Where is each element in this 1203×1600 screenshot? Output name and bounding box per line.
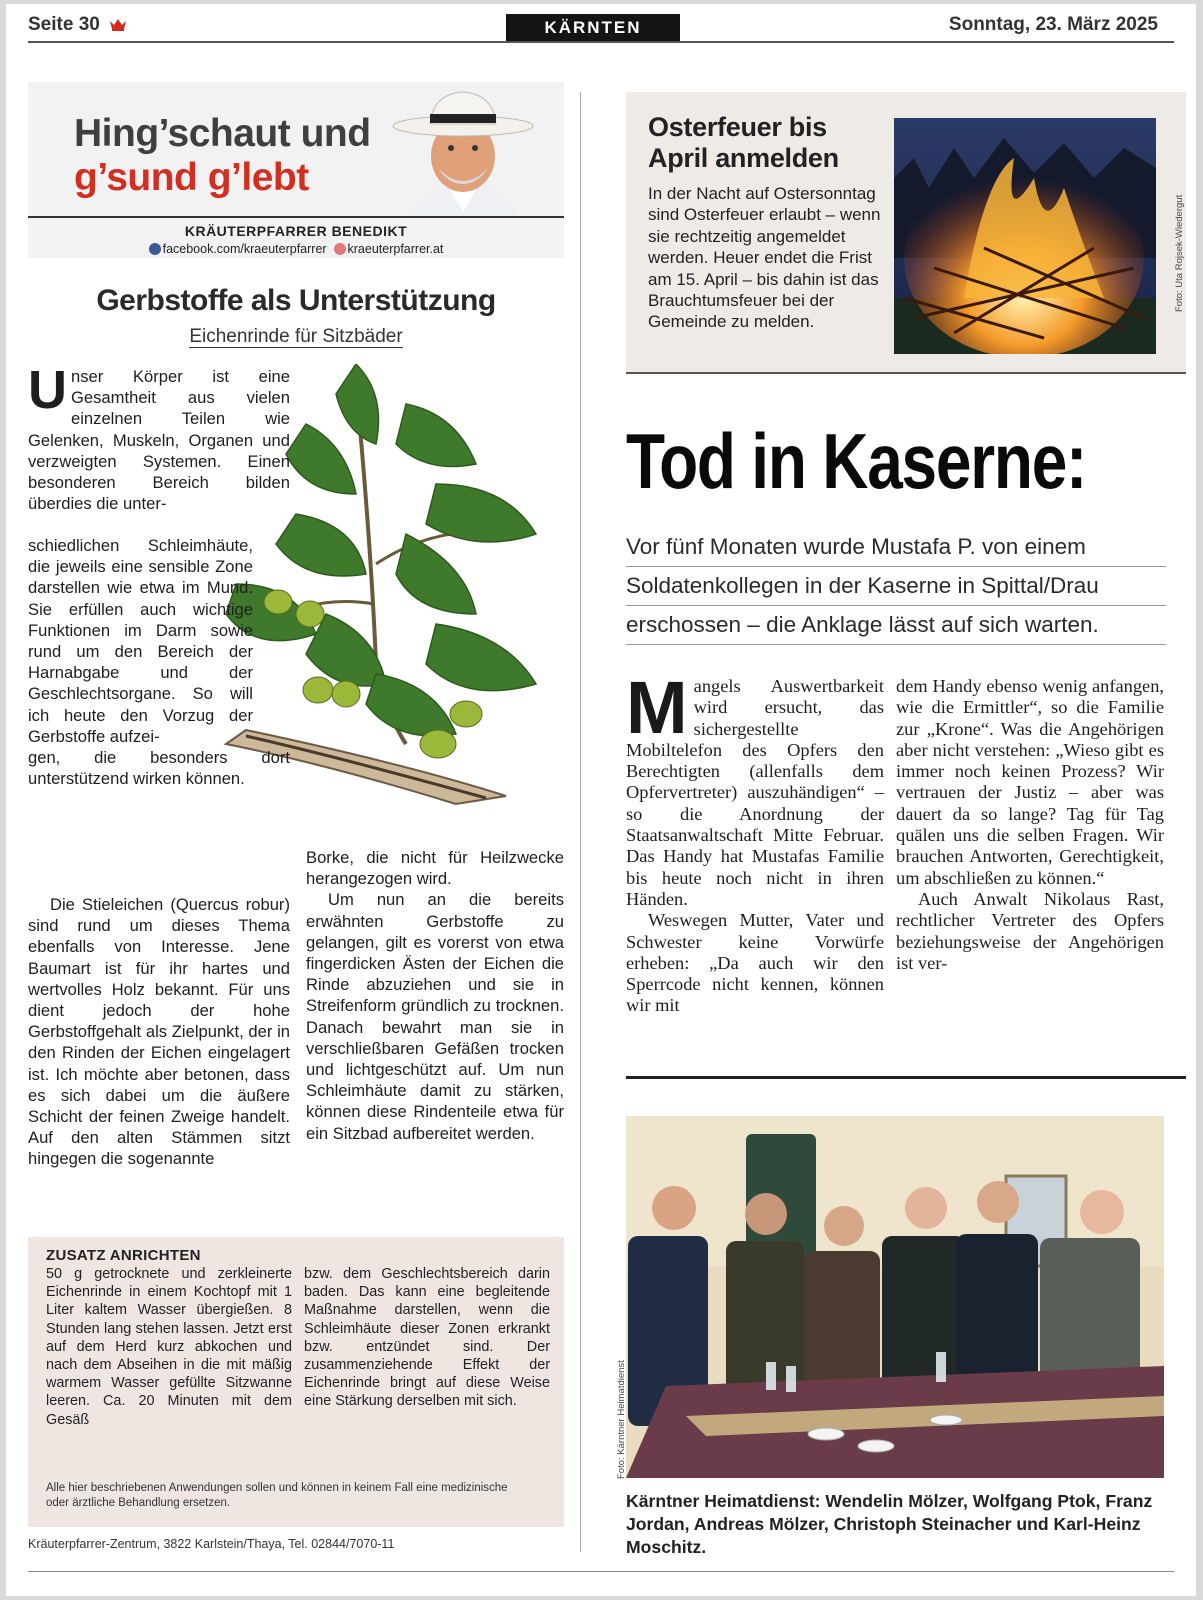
header-rule [28, 41, 1174, 43]
intro-text-start: nser Körper ist eine Gesamtheit aus vielen einzelnen Teilen wie Gelenken, Muskeln, Organen und verzweigten Systemen. Einen besonderen Bereich bilden überdies die unter- [28, 367, 290, 514]
group-photo [626, 1116, 1164, 1478]
article-paragraph-intro-middle: schiedlichen Schleimhäute, die jeweils eine sensible Zone darstellen wie etwa im Mund. Sie erfüllen auch wichtige Funktionen im Darm sowie rund um den Bereich der Harnabgabe und der Geschlechtsorgane. So will ich heute den Vorzug der Gerbstoffe aufzei- [28, 536, 253, 746]
section-label: KÄRNTEN [506, 14, 680, 42]
recipe-heading: ZUSATZ ANRICHTEN [46, 1247, 201, 1264]
column-author: KRÄUTERPFARRER BENEDIKT [184, 223, 408, 239]
article-paragraph-intro-end: gen, die besonders dort unterstützend wirken können. [28, 748, 290, 789]
main-headline: Tod in Kaserne: [626, 417, 1087, 505]
group-photo-caption: Kärntner Heimatdienst: Wendelin Mölzer, Wolfgang Ptok, Franz Jordan, Andreas Mölzer, Christoph Steinacher und Karl-Heinz Moschitz. [626, 1491, 1153, 1557]
main-paragraph-3: dem Handy ebenso wenig anfangen, wie die Ermittler“, so die Familie zur „Krone“. Was die Angehörigen aber nicht verstehen: „Wieso gibt es immer noch keinen Prozess? Wir vertrauen der Justiz – aber was dauert da so lange? Tag für Tag quälen uns die selben Fragen. Wir brauchen Antworten, Gerechtigkeit, um abschließen zu können.“ [896, 676, 1164, 888]
contact-footer: Kräuterpfarrer-Zentrum, 3822 Karlstein/Thaya, Tel. 02844/7070-11 [28, 1537, 395, 1551]
deck-line-2: Soldatenkollegen in der Kaserne in Spittal/Drau [626, 567, 1166, 606]
main-paragraph-1 [626, 666, 884, 910]
article-subtitle-text: Eichenrinde für Sitzbäder [189, 326, 403, 347]
column-title-line1: Hing’schaut und [74, 112, 371, 155]
article-title: Gerbstoffe als Unterstützung [96, 284, 496, 317]
article-paragraph-oak: Die Stieleichen (Quercus robur) sind rund um dieses Thema ebenfalls von Interesse. Jene Baumart ist für ihr hartes und wertvolles Holz bekannt. Für uns dient jedoch der hohe Gerbstoffgehalt als Zielpunkt, der in den Rinden der Eichen eingelagert ist. Ich möchte aber betonen, dass es sich dabei um die äußere Schicht der feinen Zweige handelt. Auf den alten Stämmen sitzt hingegen die sogenannte [28, 895, 290, 1169]
website-link[interactable]: kraeuterpfarrer.at [347, 242, 444, 256]
main-article-column1 [626, 666, 884, 1017]
newspaper-page [6, 4, 1196, 1596]
article-paragraph-intro [28, 360, 290, 514]
crown-icon [109, 17, 127, 31]
social-links [28, 242, 564, 256]
issue-date: Sonntag, 23. März 2025 [948, 14, 1158, 35]
deck-line-1: Vor fünf Monaten wurde Mustafa P. von einem [626, 528, 1166, 567]
article-deck [626, 528, 1166, 645]
main-paragraph-4: Auch Anwalt Nikolaus Rast, rechtlicher Vertreter des Opfers beziehungsweise der Angehörigen ist ver- [896, 888, 1164, 973]
author-portrait-image [378, 86, 548, 218]
photo-section-rule [626, 1076, 1186, 1079]
article-paragraph-column2 [306, 847, 564, 1144]
article-paragraph-method: Um nun an die bereits erwähnten Gerbstoffe zu gelangen, gilt es vorerst von etwa fingerdicken Ästen der Eichen die Rinde abzuziehen und sie in Streifenform gründlich zu trocknen. Danach bewahrt man sie in verschließbaren Gefäßen trocken und lichtgeschützt auf. Um nun Schleimhäute damit zu stärken, können diese Rindenteile etwa für ein Sitzbad aufbereitet werden. [306, 890, 564, 1143]
easter-fire-box [626, 92, 1186, 372]
page-label: Seite 30 [28, 14, 100, 35]
page-number [28, 14, 127, 36]
recipe-text-col1: 50 g getrocknete und zerkleinerte Eichenrinde in einem Kochtopf mit 1 Liter kaltem Wasser übergießen. 8 Stunden lang stehen lassen. Jetzt erst auf dem Herd kurz abkochen und nach dem Abseihen in die mit mäßig warmem Wasser gefüllte Sitzwanne leeren. Ca. 20 Minuten mit dem Gesäß [46, 1266, 292, 1428]
instagram-icon [334, 243, 346, 255]
facebook-icon [149, 243, 161, 255]
column-header-box [28, 82, 564, 258]
page-bottom-rule [28, 1571, 1174, 1572]
dropcap-m: M [626, 666, 688, 749]
recipe-text-col2: bzw. dem Geschlechtsbereich darin baden. Das kann eine begleitende Maßnahme darstellen, wenn die Schleimhäute dieser Zonen erkrankt bzw. entzündet sind. Der zusammenziehende Effekt der Eichenrinde bringt auf diese Weise eine Stärkung derselben mit sich. [304, 1266, 550, 1410]
group-photo-credit: Foto: Kärntner Heimatdienst [616, 1360, 627, 1479]
easter-box-rule [626, 372, 1186, 374]
recipe-box [28, 1237, 564, 1527]
easter-fire-title [648, 112, 839, 174]
main-article-column2 [896, 676, 1164, 974]
easter-fire-photo [894, 118, 1156, 354]
easter-fire-title-line1: Osterfeuer bis [648, 112, 827, 142]
easter-fire-title-line2: April anmelden [648, 143, 839, 173]
deck-line-3: erschossen – die Anklage lässt auf sich warten. [626, 606, 1166, 645]
medical-disclaimer: Alle hier beschriebenen Anwendungen sollen und können in keinem Fall eine medizinische oder ärztliche Behandlung ersetzen. [46, 1482, 508, 1509]
main-paragraph-1-text: angels Auswertbarkeit wird ersucht, das sichergestellte Mobiltelefon des Opfers den Berechtigten (allenfalls dem Opfervertreter) auszuhändigen“ – so die Anordnung der Staatsanwaltschaft Mitte Februar. Das Handy hat Mustafas Familie bis heute noch nicht in ihren Händen. [626, 676, 884, 909]
column-box-rule [28, 216, 564, 218]
easter-fire-text: In der Nacht auf Ostersonntag sind Osterfeuer erlaubt – wenn sie rechtzeitig angemeldet werden. Heuer endet die Frist am 15. April – bis dahin ist das Brauchtumsfeuer bei der Gemeinde zu melden. [648, 184, 881, 332]
column-divider [580, 92, 581, 1552]
easter-fire-photo-credit: Foto: Uta Rojsek-Wiedergut [1174, 194, 1185, 312]
main-paragraph-2: Weswegen Mutter, Vater und Schwester keine Vorwürfe erheben: „Da auch wir den Sperrcode nicht kennen, können wir mit [626, 910, 884, 1016]
article-subtitle [28, 326, 564, 348]
dropcap-u: U [28, 360, 67, 420]
facebook-link[interactable]: facebook.com/kraeuterpfarrer [162, 242, 327, 256]
article-paragraph-borke: Borke, die nicht für Heilzwecke herangezogen wird. [306, 848, 564, 889]
column-title-line2: g’sund g’lebt [74, 156, 309, 199]
